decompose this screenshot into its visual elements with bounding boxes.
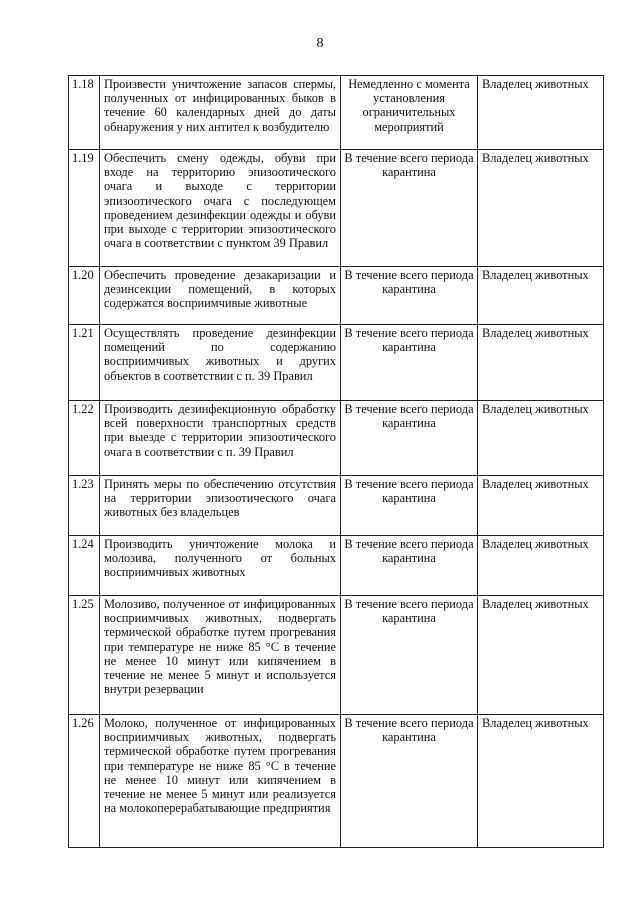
table-row — [69, 401, 604, 476]
table-row — [69, 325, 604, 401]
row-number: 1.25 — [69, 596, 100, 715]
row-number: 1.20 — [69, 267, 100, 325]
table-row — [69, 150, 604, 267]
row-action: Осуществлять проведение дезинфекции помещений по содержанию восприимчивых животных и других объектов в соответствии с п. 39 Правил — [100, 325, 341, 401]
row-term: В течение всего периода карантина — [341, 267, 478, 325]
row-term: Немедленно с момента установления ограничительных мероприятий — [341, 76, 478, 150]
row-number: 1.23 — [69, 476, 100, 536]
measures-table — [68, 75, 604, 848]
row-term: В течение всего периода карантина — [341, 715, 478, 848]
row-action: Произвести уничтожение запасов спермы, полученных от инфицированных быков в течение 60 календарных дней до даты обнаружения у них антител к возбудителю — [100, 76, 341, 150]
table-row — [69, 476, 604, 536]
row-responsible: Владелец животных — [478, 267, 604, 325]
row-action: Производить дезинфекционную обработку всей поверхности транспортных средств при выезде с территории эпизоотического очага в соответствии с п. 39 Правил — [100, 401, 341, 476]
row-responsible: Владелец животных — [478, 476, 604, 536]
row-responsible: Владелец животных — [478, 536, 604, 596]
row-action: Производить уничтожение молока и молозива, полученного от больных восприимчивых животных — [100, 536, 341, 596]
row-action: Обеспечить смену одежды, обуви при входе на территорию эпизоотического очага и выходе с территории эпизоотического очага с последующем проведением дезинфекции одежды и обуви при выходе с территории эпизоотического очага в соответствии с пунктом 39 Правил — [100, 150, 341, 267]
table-row — [69, 267, 604, 325]
row-number: 1.24 — [69, 536, 100, 596]
row-term: В течение всего периода карантина — [341, 596, 478, 715]
table-row — [69, 596, 604, 715]
row-number: 1.18 — [69, 76, 100, 150]
row-responsible: Владелец животных — [478, 325, 604, 401]
row-term: В течение всего периода карантина — [341, 536, 478, 596]
row-responsible: Владелец животных — [478, 150, 604, 267]
page-number: 8 — [316, 36, 324, 51]
table-row — [69, 76, 604, 150]
row-responsible: Владелец животных — [478, 596, 604, 715]
row-responsible: Владелец животных — [478, 715, 604, 848]
row-number: 1.19 — [69, 150, 100, 267]
row-term: В течение всего периода карантина — [341, 325, 478, 401]
row-number: 1.26 — [69, 715, 100, 848]
row-action: Обеспечить проведение дезакаризации и дезинсекции помещений, в которых содержатся восприимчивые животные — [100, 267, 341, 325]
row-term: В течение всего периода карантина — [341, 401, 478, 476]
row-term: В течение всего периода карантина — [341, 476, 478, 536]
table-row — [69, 715, 604, 848]
row-number: 1.22 — [69, 401, 100, 476]
row-number: 1.21 — [69, 325, 100, 401]
row-responsible: Владелец животных — [478, 76, 604, 150]
table-row — [69, 536, 604, 596]
row-action: Молоко, полученное от инфицированных восприимчивых животных, подвергать термической обработке путем прогревания при температуре не ниже 85 °С в течение не менее 10 минут или кипячением в течение не менее 5 минут или реализуется на молокоперерабатывающие предприятия — [100, 715, 341, 848]
row-action: Принять меры по обеспечению отсутствия на территории эпизоотического очага животных без владельцев — [100, 476, 341, 536]
row-responsible: Владелец животных — [478, 401, 604, 476]
row-term: В течение всего периода карантина — [341, 150, 478, 267]
row-action: Молозиво, полученное от инфицированных восприимчивых животных, подвергать термической обработке путем прогревания при температуре не ниже 85 °С в течение не менее 10 минут или кипячением в течение не менее 5 минут и используется внутри резервации — [100, 596, 341, 715]
